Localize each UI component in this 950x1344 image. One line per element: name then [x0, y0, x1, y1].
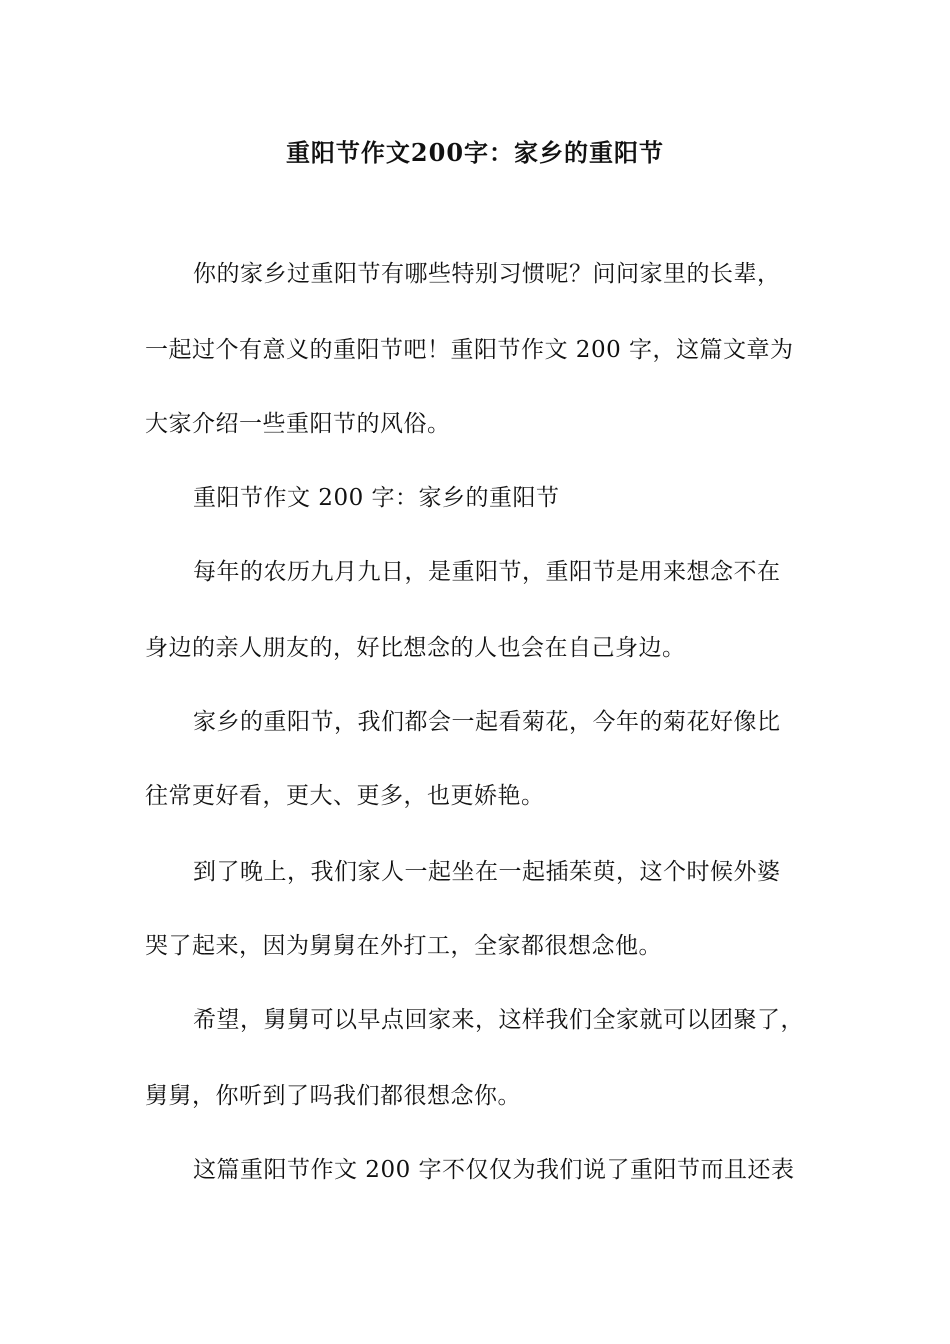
paragraph-line: 大家介绍一些重阳节的风俗。 — [145, 411, 451, 437]
paragraph-line: 哭了起来，因为舅舅在外打工，全家都很想念他。 — [145, 933, 662, 959]
paragraph-line: 一起过个有意义的重阳节吧！重阳节作文 200 字，这篇文章为 — [145, 337, 794, 363]
paragraph-line: 身边的亲人朋友的，好比想念的人也会在自己身边。 — [145, 635, 686, 661]
paragraph-line: 家乡的重阳节，我们都会一起看菊花，今年的菊花好像比 — [193, 709, 781, 735]
paragraph-line: 往常更好看，更大、更多，也更娇艳。 — [145, 783, 545, 809]
document-title: 重阳节作文200字：家乡的重阳节 — [285, 138, 665, 167]
paragraph-line: 希望，舅舅可以早点回家来，这样我们全家就可以团聚了， — [193, 1007, 804, 1033]
paragraph-line: 这篇重阳节作文 200 字不仅仅为我们说了重阳节而且还表 — [193, 1157, 795, 1183]
paragraph-line: 重阳节作文 200 字：家乡的重阳节 — [193, 485, 560, 511]
paragraph-line: 每年的农历九月九日，是重阳节，重阳节是用来想念不在 — [193, 559, 781, 585]
paragraph-line: 到了晚上，我们家人一起坐在一起插茱萸，这个时候外婆 — [193, 859, 781, 885]
paragraph-line: 你的家乡过重阳节有哪些特别习惯呢？问问家里的长辈， — [193, 261, 781, 287]
paragraph-line: 舅舅，你听到了吗我们都很想念你。 — [145, 1083, 521, 1109]
